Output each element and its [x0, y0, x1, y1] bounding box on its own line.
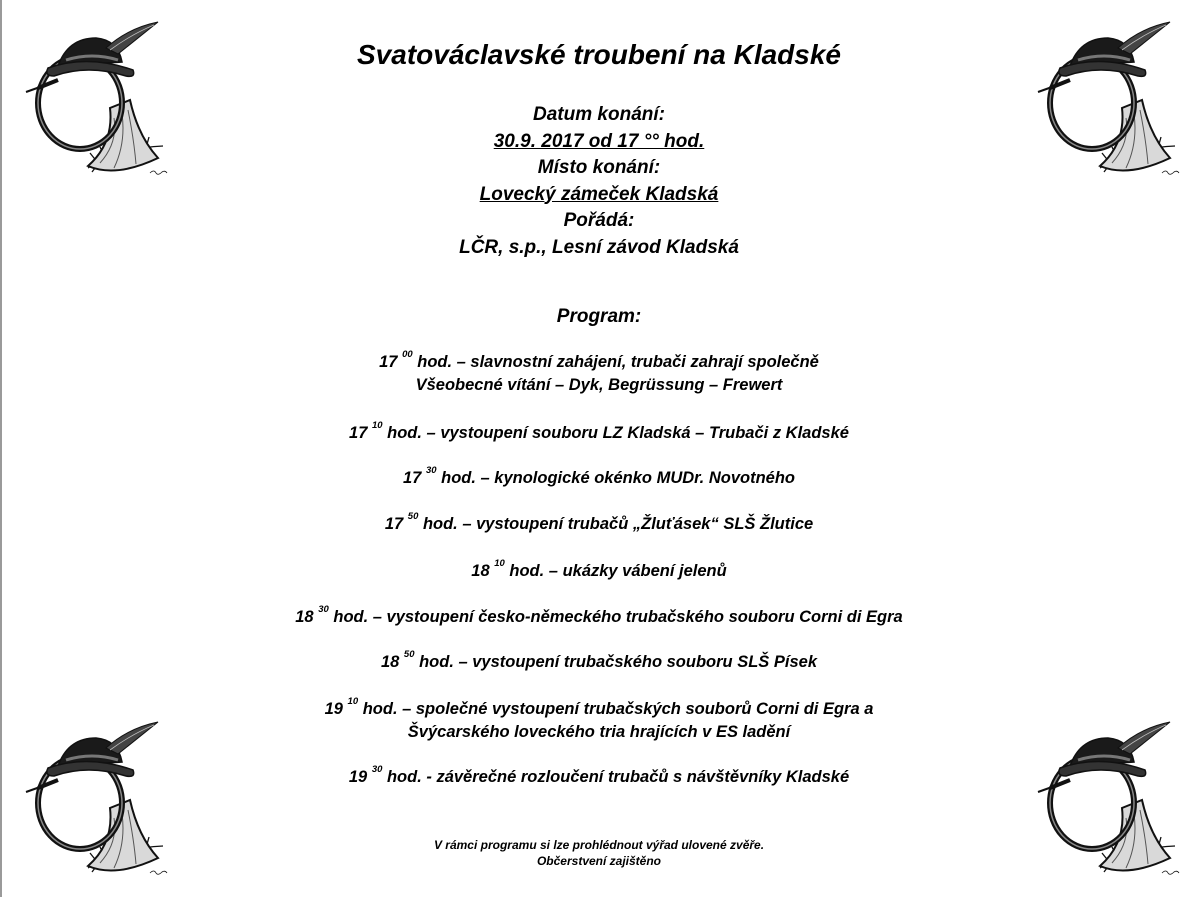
date-value: 30.9. 2017 od 17 °° hod. [493, 130, 705, 152]
program-item: 19 $^{30}$ hod. - závěrečné rozloučení trubačů s návštěvníky Kladské [348, 764, 850, 786]
event-info [200, 102, 998, 261]
hunting-horn-hat-icon [1030, 718, 1180, 883]
place-value: Lovecký zámeček Kladská [479, 183, 719, 205]
program-heading: Program: [556, 306, 642, 327]
program-item: 18 $^{50}$ hod. – vystoupení trubačského souboru SLŠ Písek [380, 649, 818, 671]
program-item: 19 $^{10}$ hod. – společné vystoupení trubačských souborů Corni di Egra a Švýcarského loveckého tria hrajících v ES ladění [324, 696, 874, 741]
program-item: 17 $^{00}$ hod. – slavnostní zahájení, trubači zahrají společně Všeobecné vítání – Dyk, Begrüssung – Frewert [379, 349, 819, 394]
program-item: 18 $^{30}$ hod. – vystoupení česko-německého trubačského souboru Corni di Egra [295, 604, 903, 626]
note-line: Občerstvení zajištěno [536, 854, 662, 868]
hunting-horn-hat-icon [1030, 18, 1180, 183]
program-item: 18 $^{10}$ hod. – ukázky vábení jelenů [471, 558, 727, 580]
program-item: 17 $^{10}$ hod. – vystoupení souboru LZ Kladská – Trubači z Kladské [349, 420, 849, 442]
note-line: V rámci programu si lze prohlédnout výřad ulovené zvěře. [433, 838, 765, 852]
place-label: Místo konání: [537, 157, 661, 178]
date-label: Datum konání: [533, 104, 665, 125]
page-title: Svatováclavské troubení na Kladské [357, 39, 841, 70]
hunting-horn-hat-icon [18, 718, 168, 883]
program-item: 17 $^{30}$ hod. – kynologické okénko MUDr. Novotného [403, 465, 795, 487]
organizer-value: LČR, s.p., Lesní závod Kladská [459, 236, 739, 258]
program-item: 17 $^{50}$ hod. – vystoupení trubačů „Žluťásek“ SLŠ Žlutice [384, 511, 814, 533]
hunting-horn-hat-icon [18, 18, 168, 183]
footer-note [200, 837, 998, 869]
organizer-label: Pořádá: [563, 210, 635, 231]
